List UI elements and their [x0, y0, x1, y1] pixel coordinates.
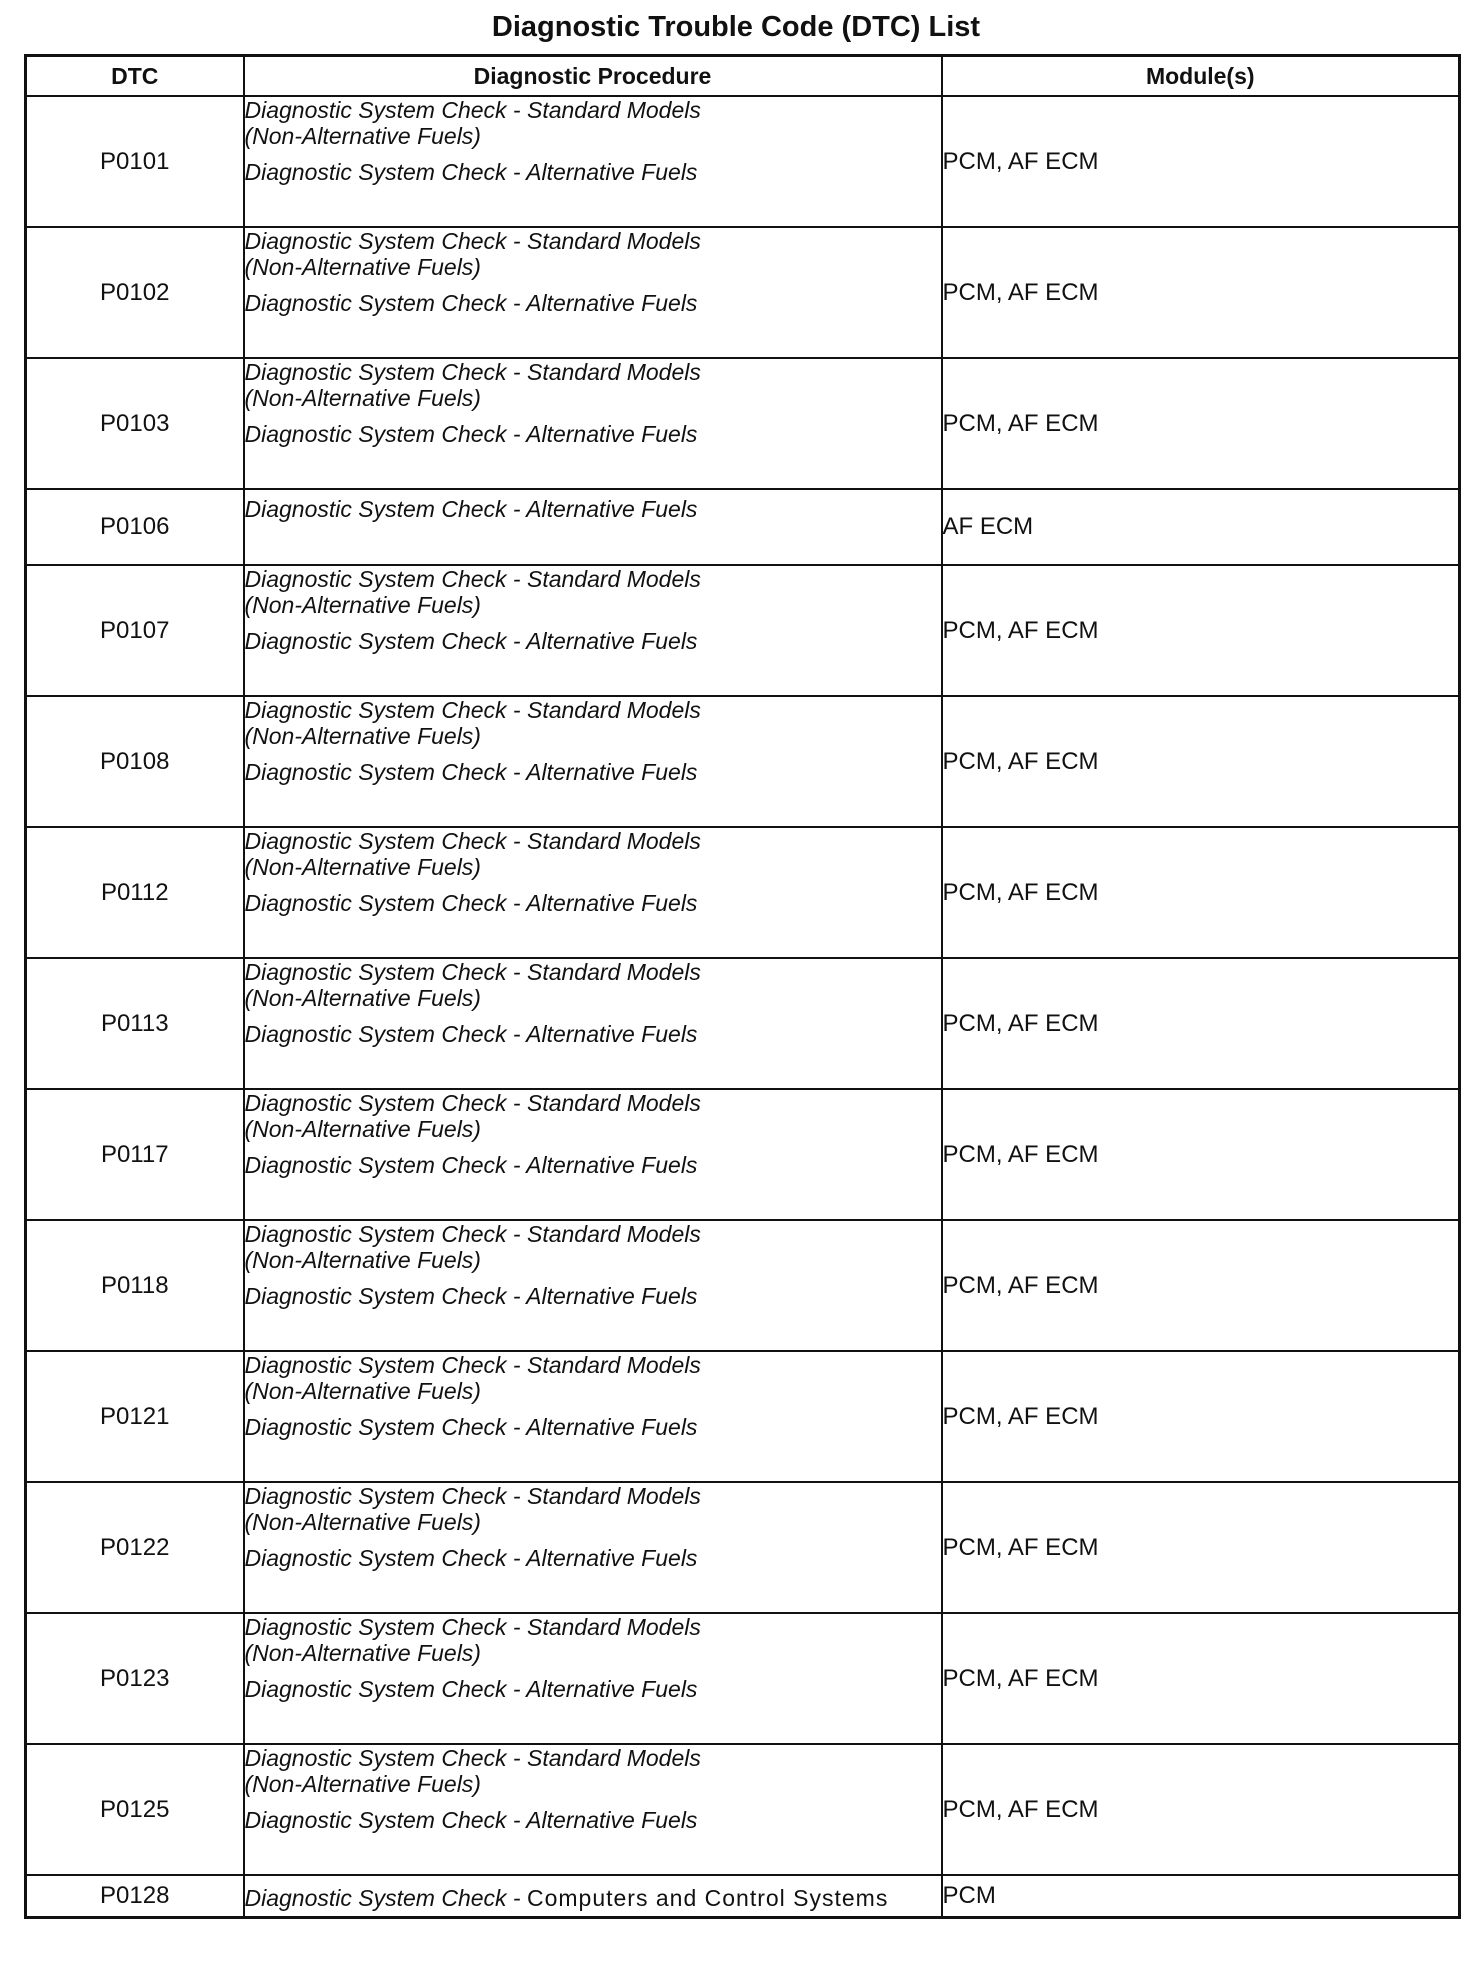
procedure-cell — [244, 1089, 942, 1220]
procedure-line: (Non-Alternative Fuels) — [244, 985, 481, 1011]
modules-cell: PCM, AF ECM — [942, 1351, 1460, 1482]
dtc-code: P0117 — [26, 1089, 244, 1220]
modules-cell: PCM, AF ECM — [942, 696, 1460, 827]
modules-cell: PCM, AF ECM — [942, 358, 1460, 489]
dtc-code: P0121 — [26, 1351, 244, 1482]
procedure-line[interactable]: Diagnostic System Check - Alternative Fuels — [244, 1807, 698, 1833]
modules-cell: PCM, AF ECM — [942, 1089, 1460, 1220]
procedure-line: (Non-Alternative Fuels) — [244, 723, 481, 749]
procedure-line[interactable]: Diagnostic System Check - Alternative Fuels — [244, 421, 698, 447]
procedure-line[interactable]: Diagnostic System Check - Alternative Fuels — [244, 159, 698, 185]
modules-cell: PCM, AF ECM — [942, 827, 1460, 958]
table-row — [26, 96, 1460, 227]
dtc-code: P0122 — [26, 1482, 244, 1613]
table-row — [26, 489, 1460, 565]
procedure-cell — [244, 827, 942, 958]
dtc-code: P0108 — [26, 696, 244, 827]
header-modules: Module(s) — [942, 56, 1460, 97]
procedure-line[interactable]: Diagnostic System Check - Standard Models — [244, 228, 701, 254]
procedure-line[interactable]: Diagnostic System Check - Standard Models — [244, 1614, 701, 1640]
modules-cell: PCM, AF ECM — [942, 227, 1460, 358]
procedure-cell — [244, 227, 942, 358]
dtc-table — [24, 54, 1461, 1919]
header-dtc: DTC — [26, 56, 244, 97]
procedure-cell — [244, 565, 942, 696]
dtc-code: P0128 — [26, 1875, 244, 1918]
table-row — [26, 1482, 1460, 1613]
dtc-code: P0118 — [26, 1220, 244, 1351]
table-row — [26, 565, 1460, 696]
procedure-line[interactable]: Diagnostic System Check - Standard Models — [244, 359, 701, 385]
procedure-line: (Non-Alternative Fuels) — [244, 385, 481, 411]
procedure-line[interactable]: Diagnostic System Check - Standard Models — [244, 959, 701, 985]
procedure-cell — [244, 358, 942, 489]
procedure-line[interactable]: Diagnostic System Check - Alternative Fuels — [244, 1021, 698, 1047]
procedure-cell — [244, 958, 942, 1089]
procedure-cell — [244, 96, 942, 227]
table-row — [26, 227, 1460, 358]
header-procedure: Diagnostic Procedure — [244, 56, 942, 97]
dtc-code: P0107 — [26, 565, 244, 696]
procedure-line[interactable]: Diagnostic System Check - Alternative Fuels — [244, 290, 698, 316]
table-row — [26, 358, 1460, 489]
procedure-line: (Non-Alternative Fuels) — [244, 1771, 481, 1797]
procedure-line[interactable]: Diagnostic System Check - Standard Models — [244, 1483, 701, 1509]
modules-cell: AF ECM — [942, 489, 1460, 565]
procedure-line: (Non-Alternative Fuels) — [244, 1378, 481, 1404]
modules-cell: PCM, AF ECM — [942, 1220, 1460, 1351]
procedure-cell — [244, 489, 942, 565]
procedure-line[interactable]: Diagnostic System Check - Standard Models — [244, 1090, 701, 1116]
modules-cell: PCM, AF ECM — [942, 1744, 1460, 1875]
dtc-code: P0102 — [26, 227, 244, 358]
dtc-code: P0113 — [26, 958, 244, 1089]
procedure-line[interactable]: Diagnostic System Check - Alternative Fuels — [244, 628, 698, 654]
procedure-cell — [244, 696, 942, 827]
table-row — [26, 1875, 1460, 1918]
procedure-line: (Non-Alternative Fuels) — [244, 1247, 481, 1273]
procedure-line: (Non-Alternative Fuels) — [244, 592, 481, 618]
procedure-line[interactable]: Diagnostic System Check - — [244, 1885, 527, 1911]
procedure-line[interactable]: Diagnostic System Check - Standard Models — [244, 97, 701, 123]
procedure-line[interactable]: Diagnostic System Check - Standard Models — [244, 1221, 701, 1247]
procedure-cell — [244, 1613, 942, 1744]
procedure-line: (Non-Alternative Fuels) — [244, 854, 481, 880]
procedure-line[interactable]: Diagnostic System Check - Alternative Fuels — [244, 1152, 698, 1178]
dtc-code: P0112 — [26, 827, 244, 958]
procedure-line[interactable]: Diagnostic System Check - Standard Models — [244, 1745, 701, 1771]
procedure-cell — [244, 1351, 942, 1482]
procedure-line[interactable]: Diagnostic System Check - Alternative Fuels — [244, 890, 698, 916]
procedure-reference[interactable]: Computers and Control Systems — [526, 1885, 889, 1911]
table-row — [26, 696, 1460, 827]
dtc-code: P0123 — [26, 1613, 244, 1744]
procedure-line: (Non-Alternative Fuels) — [244, 254, 481, 280]
procedure-line[interactable]: Diagnostic System Check - Standard Models — [244, 566, 701, 592]
table-row — [26, 1220, 1460, 1351]
modules-cell: PCM, AF ECM — [942, 1482, 1460, 1613]
modules-cell: PCM, AF ECM — [942, 96, 1460, 227]
procedure-line: (Non-Alternative Fuels) — [244, 1116, 481, 1142]
procedure-line[interactable]: Diagnostic System Check - Standard Models — [244, 697, 701, 723]
procedure-cell — [244, 1875, 942, 1918]
procedure-cell — [244, 1482, 942, 1613]
modules-cell: PCM, AF ECM — [942, 958, 1460, 1089]
table-row — [26, 1744, 1460, 1875]
procedure-line: (Non-Alternative Fuels) — [244, 123, 481, 149]
table-row — [26, 1089, 1460, 1220]
procedure-line[interactable]: Diagnostic System Check - Alternative Fuels — [244, 759, 698, 785]
procedure-line[interactable]: Diagnostic System Check - Alternative Fuels — [244, 496, 698, 522]
table-row — [26, 827, 1460, 958]
procedure-line[interactable]: Diagnostic System Check - Alternative Fuels — [244, 1283, 698, 1309]
procedure-line[interactable]: Diagnostic System Check - Alternative Fuels — [244, 1414, 698, 1440]
procedure-line[interactable]: Diagnostic System Check - Standard Models — [244, 828, 701, 854]
procedure-cell — [244, 1744, 942, 1875]
dtc-code: P0125 — [26, 1744, 244, 1875]
modules-cell: PCM, AF ECM — [942, 565, 1460, 696]
table-row — [26, 1351, 1460, 1482]
dtc-code: P0103 — [26, 358, 244, 489]
table-row — [26, 958, 1460, 1089]
procedure-line: (Non-Alternative Fuels) — [244, 1640, 481, 1666]
modules-cell: PCM — [942, 1875, 1460, 1918]
procedure-cell — [244, 1220, 942, 1351]
procedure-line: (Non-Alternative Fuels) — [244, 1509, 481, 1535]
modules-cell: PCM, AF ECM — [942, 1613, 1460, 1744]
dtc-code: P0106 — [26, 489, 244, 565]
table-header-row — [26, 56, 1460, 97]
procedure-line[interactable]: Diagnostic System Check - Alternative Fuels — [244, 1676, 698, 1702]
page-title: Diagnostic Trouble Code (DTC) List — [491, 11, 981, 43]
procedure-line[interactable]: Diagnostic System Check - Standard Models — [244, 1352, 701, 1378]
procedure-line[interactable]: Diagnostic System Check - Alternative Fuels — [244, 1545, 698, 1571]
table-row — [26, 1613, 1460, 1744]
dtc-code: P0101 — [26, 96, 244, 227]
